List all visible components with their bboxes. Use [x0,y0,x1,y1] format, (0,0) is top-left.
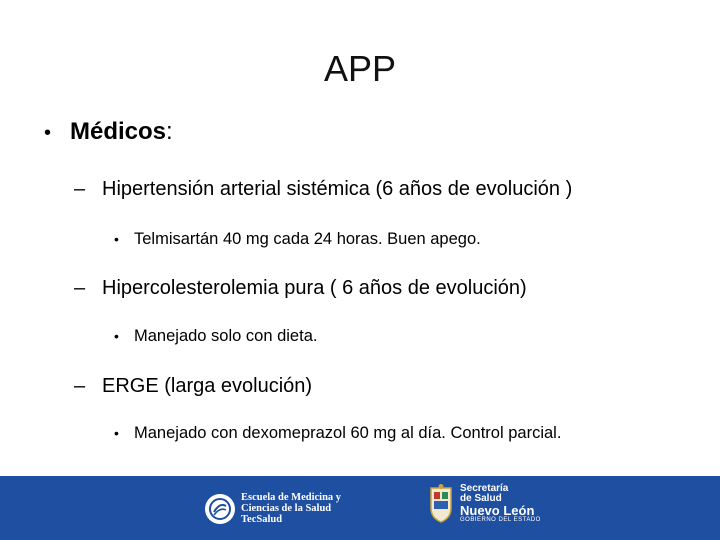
treatment-text: Manejado solo con dieta. [134,327,318,345]
tec-logo-line: Ciencias de la Salud [241,503,332,514]
dash: – [74,375,86,397]
bullet: • [114,231,119,247]
state-shield-icon [428,484,454,524]
nl-logo-subline: GOBIERNO DEL ESTADO [460,517,541,523]
section-heading [44,118,173,146]
nuevo-leon-logo [428,484,541,524]
diagnosis-text: ERGE (larga evolución) [102,375,313,397]
diagnosis-item [74,277,527,300]
slide-title: APP [323,48,397,89]
treatment-text: Telmisartán 40 mg cada 24 horas. Buen apego. [134,230,481,248]
treatment-text: Manejado con dexomeprazol 60 mg al día. Control parcial. [134,424,562,442]
nl-logo-name: Nuevo León [460,503,535,518]
diagnosis-text: Hipertensión arterial sistémica (6 años de evolución ) [102,178,573,200]
tec-logo-line: TecSalud [241,514,283,525]
tec-emblem-icon [205,494,235,524]
section-label: Médicos [70,118,167,145]
treatment-item [114,327,317,346]
nl-logo-line: de Salud [460,493,502,504]
treatment-item [114,424,561,443]
tec-logo-line: Escuela de Medicina y [241,492,342,503]
bullet: • [44,122,52,144]
diagnosis-text: Hipercolesterolemia pura ( 6 años de evolución) [102,277,527,299]
dash: – [74,277,86,299]
bullet: • [114,328,119,344]
tec-salud-logo [205,492,341,525]
footer-bar [0,476,720,540]
treatment-item [114,230,481,249]
dash: – [74,178,86,200]
bullet: • [114,425,119,441]
diagnosis-item [74,178,572,201]
diagnosis-item [74,375,312,398]
section-colon: : [166,118,173,145]
nl-logo-line: Secretaría [460,483,509,494]
